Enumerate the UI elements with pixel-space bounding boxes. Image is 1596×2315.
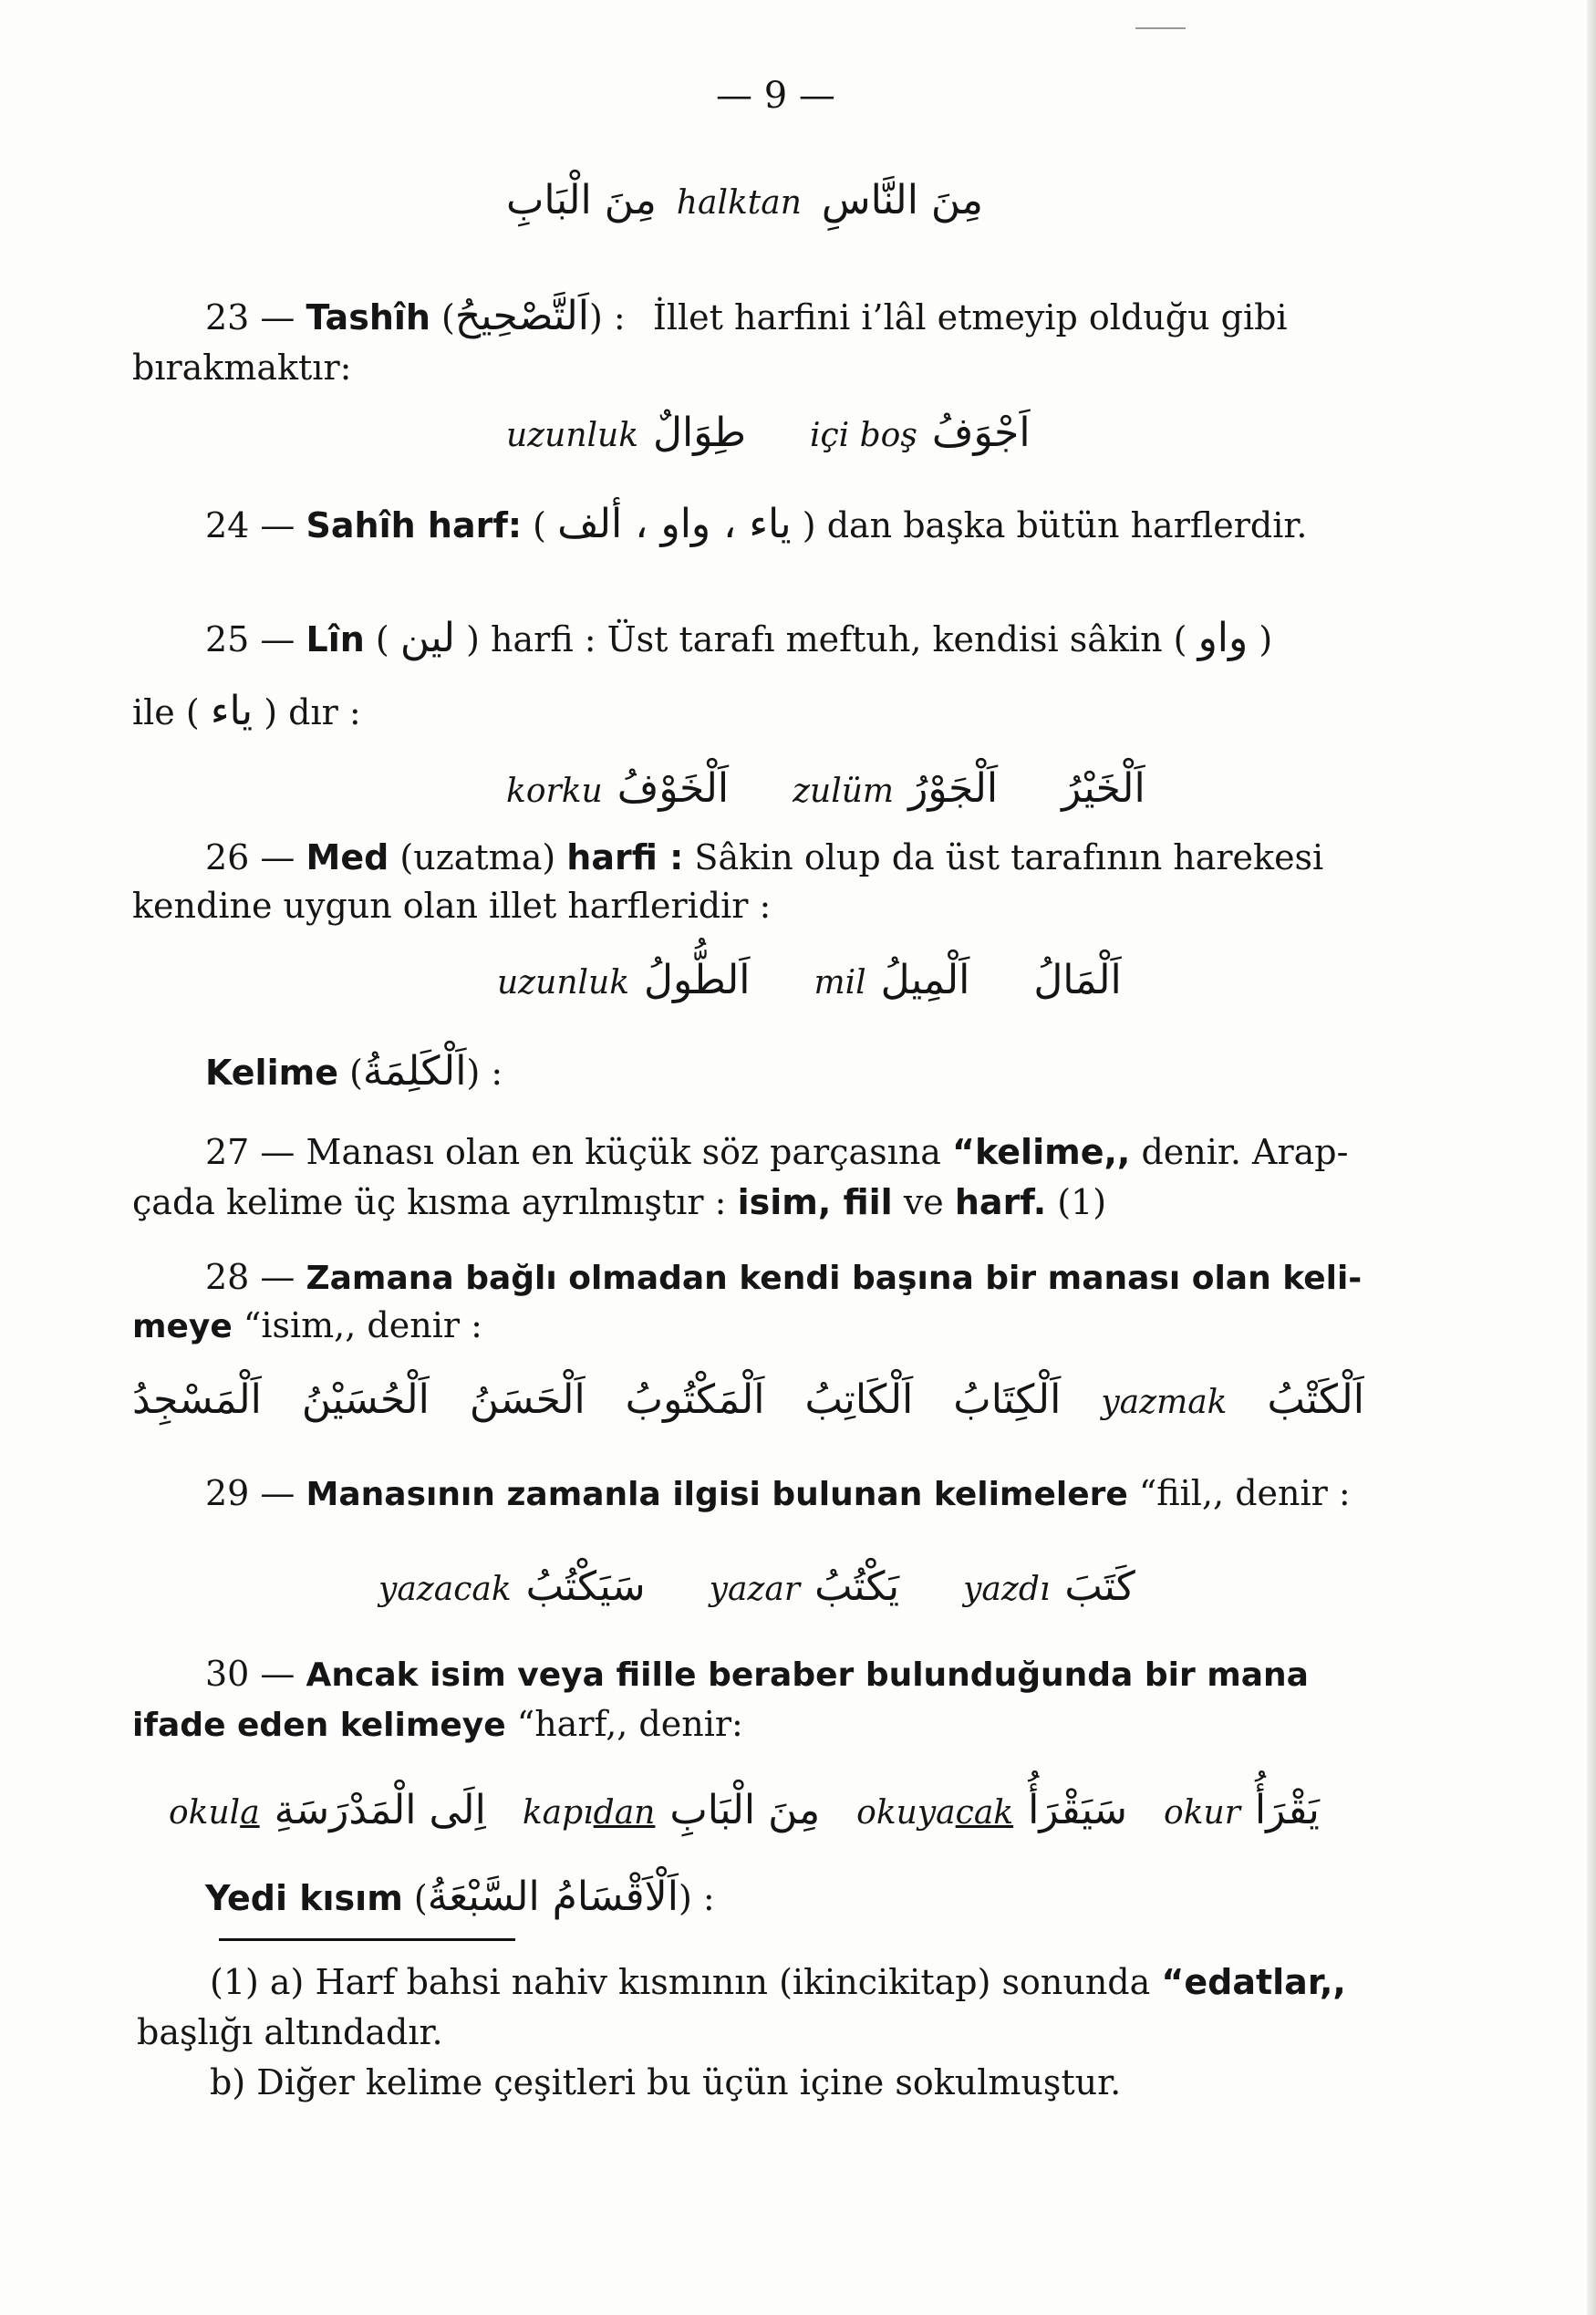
section-28-number: 28 —: [205, 1257, 295, 1297]
section-27-text: Manası olan en küçük söz parçasına: [306, 1132, 941, 1172]
section-29-number: 29 —: [205, 1473, 295, 1513]
example-item: [169, 1779, 486, 1845]
example-translation: [1164, 1781, 1240, 1845]
section-25-dir: dır :: [288, 692, 361, 732]
section-26-line-1: [205, 835, 1323, 880]
footnote-a-text: (1) a) Harf bahsi nahiv kısmının (ikincikitap) sonunda: [210, 1962, 1151, 2002]
example-item: [810, 401, 1031, 468]
example-arabic: اَلْكِتَابُ: [953, 1376, 1062, 1423]
section-28-bold-2: meye: [132, 1308, 233, 1345]
example-item: [963, 1555, 1135, 1622]
paren-close: ) :: [678, 1878, 715, 1918]
paren-close: ) :: [466, 1053, 503, 1093]
example-translation: yazar: [709, 1571, 801, 1608]
example-arabic: اِلَى الْمَدْرَسَةِ: [274, 1787, 486, 1833]
section-24: [205, 502, 1307, 548]
translation-stem: okur: [1164, 1794, 1240, 1832]
example-item: [506, 401, 746, 468]
section-29-rest: “fiil,, denir :: [1138, 1473, 1351, 1513]
translation-stem: okuya: [856, 1794, 956, 1832]
section-23-arabic: اَلتَّصْحِيحُ: [454, 293, 590, 339]
section-26-term-2: harfi :: [566, 837, 684, 877]
section-30-bold-2: ifade eden kelimeye: [132, 1707, 506, 1744]
section-25-line-1: [205, 616, 1272, 662]
kelime-heading: [205, 1049, 503, 1095]
top-rule: [1135, 27, 1186, 29]
section-25-text: harfi : Üst tarafı meftuh, kendisi sâkin: [491, 619, 1163, 659]
section-27-bold-2: harf.: [954, 1182, 1047, 1222]
section-25-examples: [506, 757, 1145, 824]
page-number: — 9 —: [716, 75, 835, 117]
section-23-term: Tashîh: [306, 297, 430, 337]
example-translation: [169, 1781, 260, 1845]
footnote-marker: (1): [1057, 1182, 1107, 1222]
section-26-paren: (uzatma): [399, 837, 556, 877]
translation-suffix: cak: [955, 1794, 1014, 1832]
arabic-min-en-nas: مِنَ النَّاسِ: [821, 177, 983, 223]
example-item: [1033, 949, 1121, 1012]
translation-stem: okul: [169, 1794, 241, 1832]
example-arabic: اَلْخَيْرُ: [1062, 765, 1145, 812]
example-translation: mil: [814, 964, 866, 1002]
section-23-number: 23 —: [205, 297, 295, 337]
example-arabic: اَلْمَكْتُوبُ: [625, 1376, 765, 1423]
section-30-examples: [169, 1779, 1320, 1845]
example-translation: içi boş: [810, 417, 917, 454]
section-24-arabic: ياء ، واو ، ألف: [557, 501, 792, 547]
section-23-examples: [506, 401, 1031, 468]
section-24-term: Sahîh harf:: [306, 505, 523, 545]
section-26-text: Sâkin olup da üst tarafının harekesi: [694, 837, 1324, 877]
example-item: [1062, 757, 1145, 821]
example-translation: [523, 1781, 656, 1845]
example-arabic: سَيَقْرَأُ: [1028, 1787, 1128, 1833]
arabic-min-el-bab: مِنَ الْبَابِ: [506, 177, 657, 223]
section-26-examples: [497, 949, 1122, 1015]
example-arabic: اَلْمَسْجِدُ: [132, 1376, 262, 1423]
section-29-examples: [378, 1555, 1135, 1622]
yedi-kisim-label: Yedi kısım: [205, 1878, 403, 1918]
section-28-line-1: [205, 1254, 1362, 1302]
section-27-bold: isim, fiil: [737, 1182, 893, 1222]
section-28-bold: Zamana bağlı olmadan kendi başına bir manası olan keli-: [306, 1260, 1363, 1297]
section-27-ve: ve: [903, 1182, 944, 1222]
example-translation: [856, 1781, 1013, 1845]
translation-suffix: a: [240, 1794, 260, 1832]
example-translation: yazmak: [1101, 1384, 1228, 1421]
example-translation: korku: [506, 773, 603, 810]
example-arabic: اَلْكَتْبُ: [1267, 1376, 1364, 1423]
section-25-line-2: [132, 689, 361, 735]
example-arabic: اَلْمَالُ: [1033, 957, 1122, 1003]
section-25-arabic-3: ياء: [210, 688, 254, 734]
paren-open: (: [441, 297, 455, 337]
example-arabic: مِنَ الْبَابِ: [669, 1787, 821, 1833]
section-29-bold: Manasının zamanla ilgisi bulunan kelimelere: [306, 1476, 1128, 1513]
example-arabic: اَلْحُسَيْنُ: [301, 1376, 430, 1423]
paren-open: (: [185, 692, 200, 732]
example-arabic: طِوَالٌ: [653, 410, 746, 456]
example-arabic: اَلْكَاتِبُ: [804, 1376, 914, 1423]
example-arabic: اَلْحَسَنُ: [469, 1376, 586, 1423]
paren-open: (: [1173, 619, 1187, 659]
example-item: [1164, 1779, 1320, 1845]
example-item: [506, 757, 729, 824]
section-30-line-2: [132, 1701, 743, 1749]
footnote-a-line-2: başlığı altındadır.: [137, 2012, 443, 2052]
section-28-line-2: [132, 1303, 482, 1350]
example-arabic: اَلْجَوْرُ: [908, 765, 999, 812]
example-arabic: اَلْخَوْفُ: [617, 765, 730, 812]
translation-suffix: dan: [593, 1794, 656, 1832]
kelime-arabic: اَلْكَلِمَةُ: [362, 1048, 467, 1095]
paren-close: ) :: [589, 297, 626, 337]
section-24-text: dan başka bütün harflerdir.: [826, 505, 1308, 545]
example-arabic: اَجْوَفُ: [931, 410, 1031, 456]
example-arabic: كَتَبَ: [1064, 1563, 1135, 1610]
section-25-arabic: لين: [399, 615, 456, 661]
section-27-quoted: “kelime,,: [952, 1132, 1131, 1172]
example-item: [856, 1779, 1127, 1845]
footnote-rule: [219, 1938, 515, 1941]
section-27-number: 27 —: [205, 1132, 295, 1172]
example-arabic: اَلْمِيلُ: [880, 957, 970, 1003]
section-25-number: 25 —: [205, 619, 295, 659]
example-arabic: يَكْتُبُ: [814, 1563, 900, 1610]
section-25-term: Lîn: [306, 619, 365, 659]
example-arabic: اَلطُّولُ: [644, 957, 751, 1003]
paren-close: ): [466, 619, 480, 659]
example-item: [497, 949, 750, 1015]
kelime-label: Kelime: [205, 1053, 338, 1093]
paren-close: ): [1259, 619, 1273, 659]
section-27-text-end: denir. Arap-: [1141, 1132, 1349, 1172]
section-26-term: Med: [306, 837, 389, 877]
example-arabic: يَقْرَأُ: [1254, 1787, 1320, 1833]
section-23-line-2: bırakmaktır:: [132, 348, 352, 388]
yedi-kisim-heading: [205, 1874, 715, 1921]
example-translation: zulüm: [793, 773, 895, 810]
section-26-line-2: kendine uygun olan illet harfleridir :: [132, 886, 772, 926]
example-item: [378, 1555, 646, 1622]
section-30-line-1: [205, 1651, 1309, 1698]
section-30-rest: “harf,, denir:: [516, 1704, 743, 1744]
footnote-a-bold: “edatlar,,: [1161, 1962, 1346, 2002]
top-example: [506, 169, 983, 235]
example-item: [814, 949, 969, 1015]
example-item: [793, 757, 998, 824]
section-27-line-1: [205, 1129, 1348, 1175]
example-translation: yazdı: [963, 1571, 1051, 1608]
footnote-b: b) Diğer kelime çeşitleri bu üçün içine sokulmuştur.: [210, 2062, 1122, 2102]
section-29: [205, 1470, 1351, 1518]
paren-close: ): [802, 505, 816, 545]
example-item: [710, 1555, 899, 1622]
section-26-number: 26 —: [205, 837, 295, 877]
paren-open: (: [375, 619, 389, 659]
translation-stem: kapı: [522, 1794, 594, 1832]
section-30-bold: Ancak isim veya fiille beraber bulunduğunda bir mana: [306, 1656, 1309, 1694]
section-28-examples: [132, 1368, 1364, 1435]
paren-open: (: [413, 1878, 428, 1918]
footnote-a-line-1: [210, 1959, 1346, 2005]
example-translation: yazacak: [378, 1571, 512, 1608]
example-translation: uzunluk: [506, 417, 639, 454]
paren-open: (: [533, 505, 546, 545]
translation-halktan: halktan: [676, 184, 802, 222]
yedi-kisim-arabic: اَلْاَقْسَامُ السَّبْعَةُ: [427, 1874, 679, 1920]
example-item: [523, 1779, 820, 1845]
page-edge-shadow: [1587, 0, 1596, 2315]
section-23-line-1: [205, 294, 1288, 340]
section-25-arabic-2: واو: [1197, 615, 1249, 661]
section-28-rest: “isim,, denir :: [243, 1305, 482, 1345]
paren-open: (: [349, 1053, 363, 1093]
section-25-ile: ile: [132, 692, 175, 732]
example-arabic: سَيَكْتُبُ: [525, 1563, 646, 1610]
paren-close: ): [264, 692, 278, 732]
section-30-number: 30 —: [205, 1654, 295, 1694]
section-24-number: 24 —: [205, 505, 295, 545]
example-translation: uzunluk: [497, 964, 630, 1002]
section-27-line-2: [132, 1179, 1106, 1225]
section-23-text: İllet harfini i’lâl etmeyip olduğu gibi: [652, 297, 1288, 337]
section-27-line-2-text: çada kelime üç kısma ayrılmıştır :: [132, 1182, 727, 1222]
